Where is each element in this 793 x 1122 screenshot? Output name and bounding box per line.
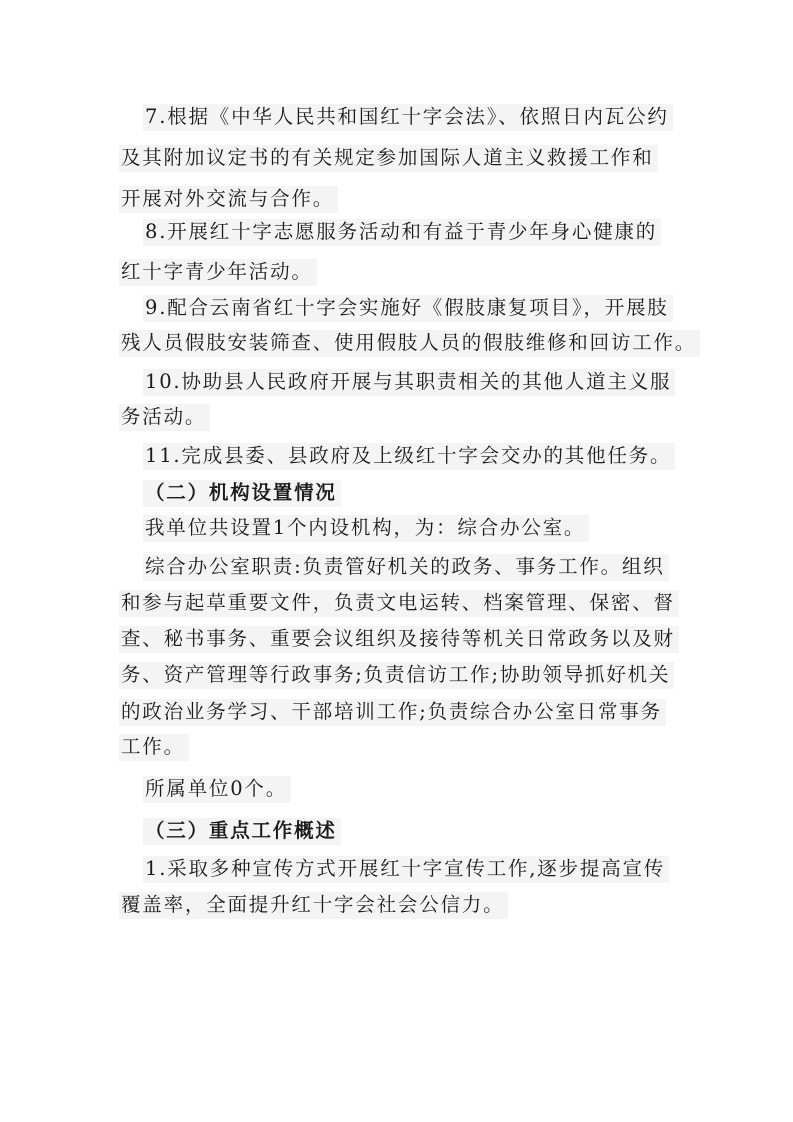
text-line: 8.开展红十字志愿服务活动和有益于青少年身心健康的 (143, 213, 661, 253)
text-line: 务活动。 (119, 398, 210, 438)
text-line: 覆盖率，全面提升红十字会社会公信力。 (119, 886, 508, 926)
text-line: 11.完成县委、县政府及上级红十字会交办的其他任务。 (143, 437, 675, 477)
text-line: 的政治业务学习、干部培训工作;负责综合办公室日常事务 (119, 693, 666, 733)
section-heading: （三）重点工作概述 (143, 812, 341, 852)
text-line: 开展对外交流与合作。 (119, 180, 338, 220)
text-line: 所属单位0个。 (143, 770, 291, 810)
text-line: 务、资产管理等行政事务;负责信访工作;协助领导抓好机关 (119, 656, 674, 696)
text-line: 查、秘书事务、重要会议组织及接待等机关日常政务以及财 (119, 620, 679, 660)
section-heading: （二）机构设置情况 (143, 474, 341, 514)
text-line: 残人员假肢安装筛查、使用假肢人员的假肢维修和回访工作。 (119, 324, 700, 364)
text-line: 1.采取多种宣传方式开展红十字宣传工作,逐步提高宣传 (143, 850, 669, 890)
text-line: 9.配合云南省红十字会实施好《假肢康复项目》，开展肢 (143, 289, 673, 329)
text-line: 工作。 (119, 728, 189, 768)
text-line: 和参与起草重要文件，负责文电运转、档案管理、保密、督 (119, 584, 679, 624)
text-line: 综合办公室职责:负责管好机关的政务、事务工作。组织 (143, 548, 669, 588)
text-line: 7.根据《中华人民共和国红十字会法》、依照日内瓦公约 (143, 98, 673, 138)
text-line: 红十字青少年活动。 (119, 253, 317, 293)
text-line: 我单位共设置1个内设机构，为：综合办公室。 (143, 509, 589, 549)
text-line: 10.协助县人民政府开展与其职责相关的其他人道主义服 (143, 363, 675, 403)
text-line: 及其附加议定书的有关规定参加国际人道主义救援工作和 (119, 139, 658, 179)
